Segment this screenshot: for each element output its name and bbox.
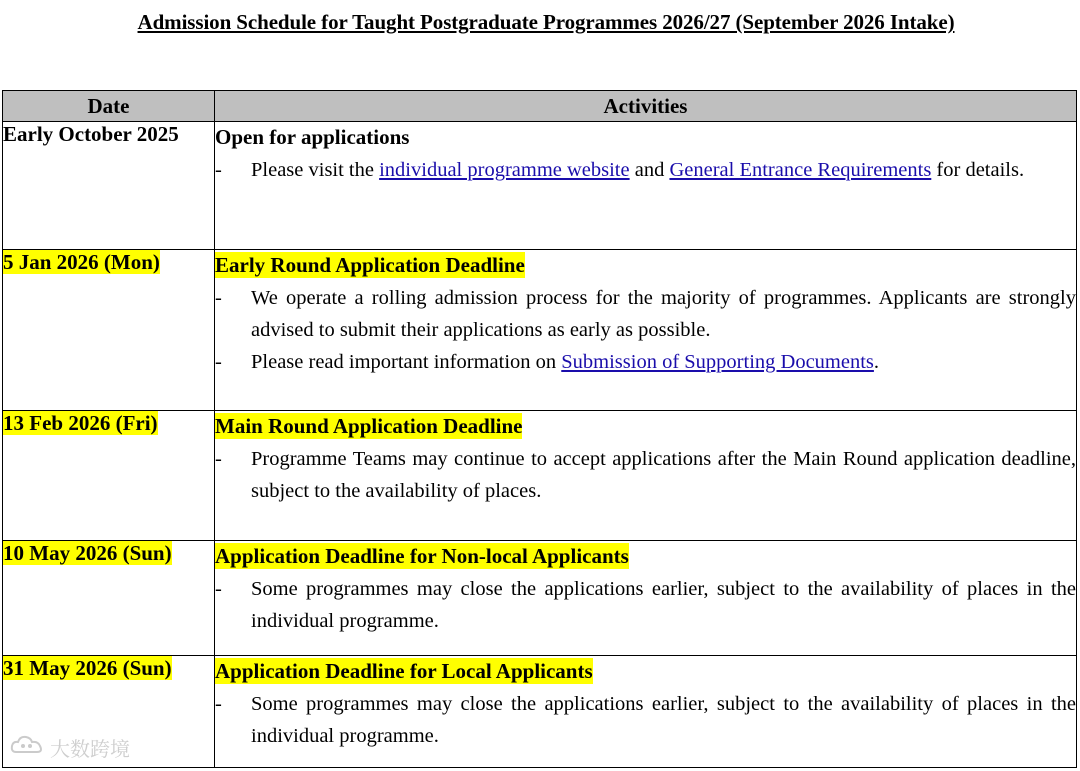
table-row [3, 411, 1077, 541]
activity-title: Early Round Application Deadline [215, 253, 525, 277]
activities-column-header: Activities [215, 91, 1077, 122]
admission-schedule-table [2, 90, 1077, 768]
general-entrance-requirements-link[interactable]: General Entrance Requirements [669, 159, 932, 181]
table-row [3, 122, 1077, 250]
date-text: 10 May 2026 (Sun) [3, 541, 172, 565]
activity-cell [215, 656, 1077, 768]
submission-of-supporting-documents-link[interactable]: Submission of Supporting Documents [561, 351, 874, 373]
activity-title: Application Deadline for Non-local Applicants [215, 544, 629, 568]
date-text: 13 Feb 2026 (Fri) [3, 411, 158, 435]
cloud-logo-icon [10, 734, 46, 761]
table-row [3, 541, 1077, 656]
table-row [3, 656, 1077, 768]
bullet-dash: - [215, 287, 222, 309]
bullet-item: - We operate a rolling admission process for the majority of programmes. Applicants are strongly advised to submit their applications as early as possible. [215, 282, 1076, 346]
bullet-item: - Some programmes may close the applications earlier, subject to the availability of places in the individual programme. [215, 688, 1076, 752]
watermark-text: 大数跨境 [50, 737, 130, 761]
activity-cell [215, 411, 1077, 541]
date-cell [3, 411, 215, 541]
activity-cell [215, 541, 1077, 656]
individual-programme-website-link[interactable]: individual programme website [379, 159, 630, 181]
date-cell [3, 122, 215, 250]
bullet-item: - Please visit the individual programme website and General Entrance Requirements for details. [215, 154, 1076, 186]
bullet-dash: - [215, 351, 222, 373]
activity-cell [215, 250, 1077, 411]
bullet-item: - Please read important information on Submission of Supporting Documents. [215, 346, 1076, 378]
date-text: 5 Jan 2026 (Mon) [3, 250, 160, 274]
date-text: 31 May 2026 (Sun) [3, 656, 172, 680]
activity-cell [215, 122, 1077, 250]
date-cell [3, 250, 215, 411]
watermark [10, 733, 130, 762]
table-header-row [3, 91, 1077, 122]
activity-title: Application Deadline for Local Applicants [215, 659, 593, 683]
bullet-dash: - [215, 578, 222, 600]
bullet-dash: - [215, 159, 222, 181]
activity-title: Main Round Application Deadline [215, 414, 523, 438]
bullet-dash: - [215, 448, 222, 470]
bullet-dash: - [215, 693, 222, 715]
bullet-item: - Some programmes may close the applications earlier, subject to the availability of places in the individual programme. [215, 573, 1076, 637]
date-cell [3, 541, 215, 656]
table-row [3, 250, 1077, 411]
date-column-header: Date [3, 91, 215, 122]
date-text: Early October 2025 [3, 122, 179, 146]
page-title: Admission Schedule for Taught Postgraduate Programmes 2026/27 (September 2026 Intake) [137, 10, 955, 34]
activity-title: Open for applications [215, 125, 410, 149]
bullet-item: - Programme Teams may continue to accept applications after the Main Round application deadline, subject to the availability of places. [215, 443, 1076, 507]
